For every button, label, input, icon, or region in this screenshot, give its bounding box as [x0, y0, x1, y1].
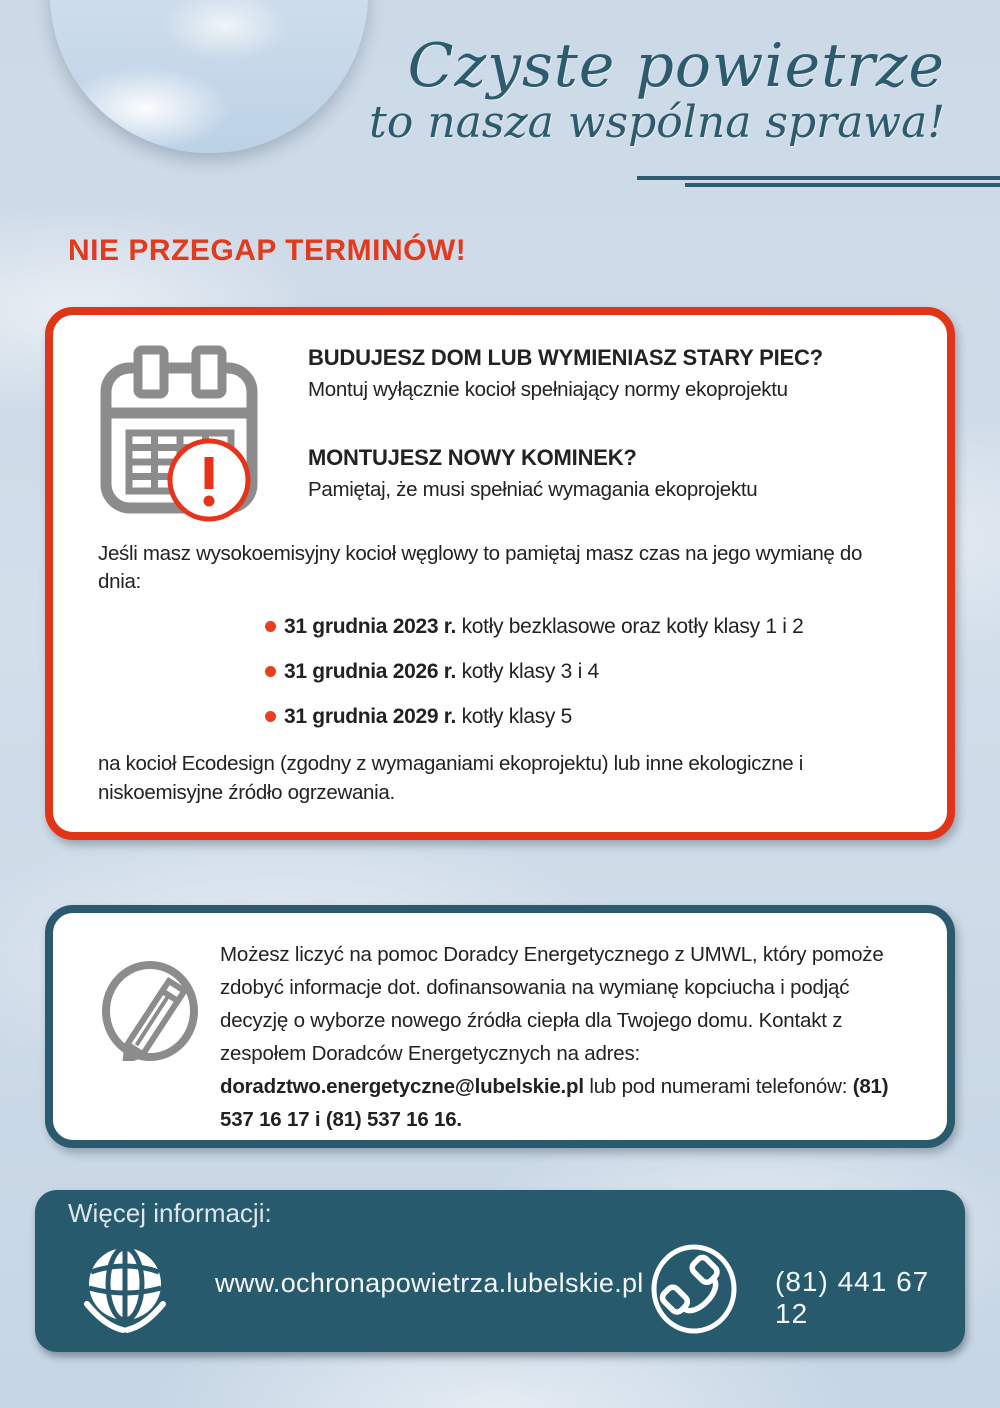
bullet-dot-icon — [265, 666, 276, 677]
question1-text: Montuj wyłącznie kocioł spełniający normy ekoprojektu — [308, 378, 788, 401]
poster-title — [369, 31, 945, 148]
deadline-item-2026: 31 grudnia 2026 r. kotły klasy 3 i 4 — [265, 659, 903, 685]
question2-text: Pamiętaj, że musi spełniać wymagania ekoprojektu — [308, 478, 758, 501]
deadlines-card — [45, 307, 955, 840]
footer-bar — [35, 1190, 965, 1352]
phone-icon — [648, 1243, 740, 1340]
deadline-list — [265, 614, 903, 730]
advisor-email: doradztwo.energetyczne@lubelskie.pl — [220, 1075, 584, 1098]
deadlines-outro: na kocioł Ecodesign (zgodny z wymaganiami ekoprojektu) lub inne ekologiczne i niskoemisyjne źródło ogrzewania. — [98, 752, 804, 804]
question1-title: BUDUJESZ DOM LUB WYMIENIASZ STARY PIEC? — [308, 345, 823, 370]
section-heading-deadlines: NIE PRZEGAP TERMINÓW! — [68, 234, 467, 267]
calendar-alert-icon — [98, 343, 260, 515]
bullet-dot-icon — [265, 621, 276, 632]
deadlines-intro: Jeśli masz wysokoemisyjny kocioł węglowy to pamiętaj masz czas na jego wymianę do dnia: — [98, 542, 863, 593]
pencil-icon — [100, 959, 200, 1061]
question2-title: MONTUJESZ NOWY KOMINEK? — [308, 445, 637, 470]
deadline-item-2023: 31 grudnia 2023 r. kotły bezklasowe oraz kotły klasy 1 i 2 — [265, 614, 903, 640]
globe-icon — [75, 1242, 175, 1339]
title-underline-2 — [685, 183, 1000, 187]
advisor-text: Możesz liczyć na pomoc Doradcy Energetycznego z UMWL, który pomoże zdobyć informacje dot. dofinansowania na wymianę kopciucha i podjąć decyzję o wyborze nowego źródła ciepła dla Twojego domu. Kontakt z zespołem Doradców Energetycznych na adres: doradztwo.energetyczne@lubelskie.pl lub pod numerami telefonów: (81) 537 16 17 i (81) 537 16 16. — [220, 943, 889, 1131]
deadline-item-2029: 31 grudnia 2029 r. kotły klasy 5 — [265, 704, 903, 730]
cloud-photo-circle — [50, 0, 368, 153]
poster-title-line1: Czyste powietrze — [407, 31, 945, 101]
advisor-card — [45, 905, 955, 1148]
exclamation-icon — [166, 437, 252, 523]
poster-title-line2: to nasza wspólna sprawa! — [369, 97, 945, 148]
footer-website: www.ochronapowietrza.lubelskie.pl — [215, 1268, 644, 1298]
advisor-phones: (81) 537 16 17 i (81) 537 16 16. — [220, 1075, 889, 1131]
footer-phone-number: (81) 441 67 12 — [775, 1266, 930, 1329]
title-underline — [637, 176, 1000, 180]
bullet-dot-icon — [265, 711, 276, 722]
footer-label: Więcej informacji: — [68, 1198, 272, 1228]
